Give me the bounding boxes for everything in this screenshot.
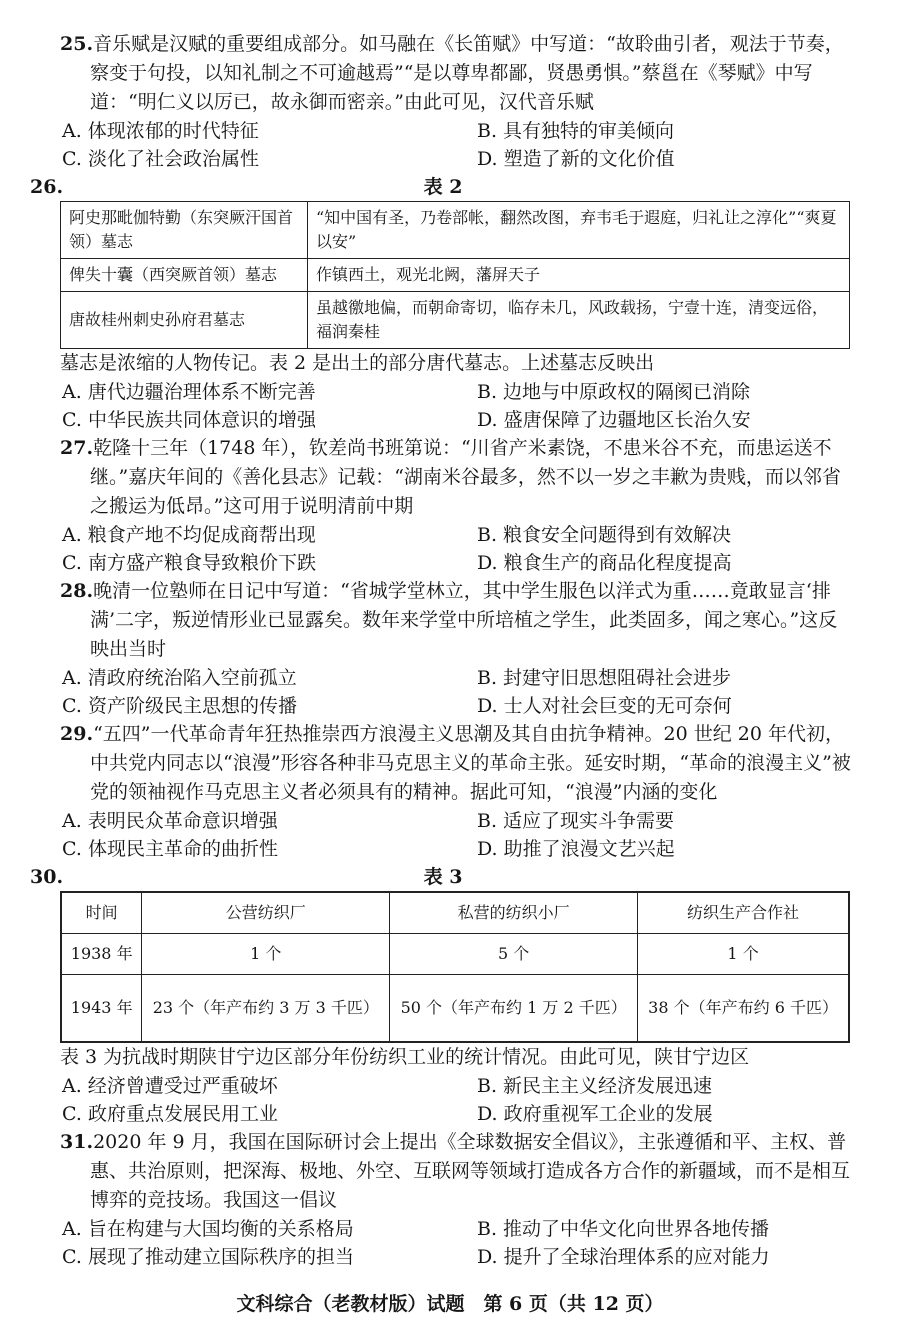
question-30 [30, 863, 856, 1128]
option-a: A. 体现浓郁的时代特征 [62, 120, 259, 142]
option-c: C. 淡化了社会政治属性 [62, 148, 259, 170]
table-cell: 1943 年 [61, 975, 142, 1043]
options [60, 664, 856, 720]
question-26 [30, 173, 856, 434]
table-cell: 1 个 [142, 934, 390, 975]
question-stem: 29.“五四”一代革命青年狂热推崇西方浪漫主义思潮及其自由抗争精神。20 世纪 20 年代初，中共党内同志以“浪漫”形容各种非马克思主义的革命主张。延安时期，“革命的浪漫主义”被党的领袖视作马克思主义者必须具有的精神。据此可知，“浪漫”内涵的变化 [60, 723, 851, 803]
options [60, 807, 856, 863]
option-a: A. 旨在构建与大国均衡的关系格局 [62, 1218, 354, 1240]
option-c: C. 中华民族共同体意识的增强 [62, 409, 316, 431]
question-stem: 31.2020 年 9 月，我国在国际研讨会上提出《全球数据安全倡议》，主张遵循和平、主权、普惠、共治原则，把深海、极地、外空、互联网等领域打造成各方合作的新疆域，而不是相互博弈的竞技场。我国这一倡议 [60, 1131, 851, 1211]
question-number: 30. [30, 866, 64, 888]
table-cell: 1 个 [638, 934, 849, 975]
table-cell: 唐故桂州刺史孙府君墓志 [61, 292, 308, 349]
table-row [61, 202, 850, 259]
table-cell: 23 个（年产布约 3 万 3 千匹） [142, 975, 390, 1043]
question-29 [60, 720, 856, 863]
options [60, 1072, 856, 1128]
option-c: C. 南方盛产粮食导致粮价下跌 [62, 552, 316, 574]
option-d: D. 盛唐保障了边疆地区长治久安 [477, 409, 751, 431]
column-header: 私营的纺织小厂 [390, 892, 638, 934]
table-row [61, 292, 850, 349]
column-header: 时间 [61, 892, 142, 934]
table-cell: 50 个（年产布约 1 万 2 千匹） [390, 975, 638, 1043]
question-28 [60, 577, 856, 720]
option-d: D. 政府重视军工企业的发展 [477, 1103, 713, 1125]
question-stem: 28.晚清一位塾师在日记中写道：“省城学堂林立，其中学生服色以洋式为重……竟敢显言‘排满’二字，叛逆情形业已显露矣。数年来学堂中所培植之学生，此类固多，闻之寒心。”这反映出当时 [60, 580, 838, 660]
option-c: C. 展现了推动建立国际秩序的担当 [62, 1246, 354, 1268]
option-a: A. 表明民众革命意识增强 [62, 810, 278, 832]
question-stem: 墓志是浓缩的人物传记。表 2 是出土的部分唐代墓志。上述墓志反映出 [60, 352, 655, 374]
option-c: C. 体现民主革命的曲折性 [62, 838, 278, 860]
option-a: A. 唐代边疆治理体系不断完善 [62, 381, 316, 403]
table-cell: 作镇西土，观光北阙，藩屏天子 [308, 259, 850, 292]
option-d: D. 粮食生产的商品化程度提高 [477, 552, 732, 574]
option-d: D. 塑造了新的文化价值 [477, 148, 675, 170]
question-number: 29. [60, 723, 94, 745]
option-d: D. 士人对社会巨变的无可奈何 [477, 695, 732, 717]
question-stem: 27.乾隆十三年（1748 年），钦差尚书班第说：“川省产米素饶，不患米谷不充，而患运送不继。”嘉庆年间的《善化县志》记载：“湖南米谷最多，然不以一岁之丰歉为贵贱，而以邻省之搬运为低昂。”这可用于说明清前中期 [60, 437, 841, 517]
table-cell: 1938 年 [61, 934, 142, 975]
table-cell: “知中国有圣，乃卷部帐，翻然改图，弃韦毛于遐庭，归礼让之淳化”“爽夏以安” [308, 202, 850, 259]
options [60, 1215, 856, 1271]
table-title: 表 3 [423, 866, 463, 888]
epitaph-table [60, 201, 850, 349]
table-header-row [61, 892, 849, 934]
option-c: C. 资产阶级民主思想的传播 [62, 695, 297, 717]
option-a: A. 清政府统治陷入空前孤立 [62, 667, 297, 689]
option-a: A. 经济曾遭受过严重破坏 [62, 1075, 278, 1097]
option-b: B. 粮食安全问题得到有效解决 [477, 524, 732, 546]
options [60, 378, 856, 434]
table-cell: 38 个（年产布约 6 千匹） [638, 975, 849, 1043]
table-title: 表 2 [423, 176, 463, 198]
textile-table [60, 891, 850, 1043]
question-number: 26. [30, 176, 64, 198]
options [60, 117, 856, 173]
column-header: 公营纺织厂 [142, 892, 390, 934]
question-number: 28. [60, 580, 94, 602]
option-b: B. 具有独特的审美倾向 [477, 120, 675, 142]
option-b: B. 推动了中华文化向世界各地传播 [477, 1218, 770, 1240]
column-header: 纺织生产合作社 [638, 892, 849, 934]
table-row [61, 975, 849, 1043]
option-b: B. 适应了现实斗争需要 [477, 810, 675, 832]
option-a: A. 粮食产地不均促成商帮出现 [62, 524, 316, 546]
option-d: D. 提升了全球治理体系的应对能力 [477, 1246, 770, 1268]
question-stem: 表 3 为抗战时期陕甘宁边区部分年份纺织工业的统计情况。由此可见，陕甘宁边区 [60, 1046, 750, 1068]
option-b: B. 新民主主义经济发展迅速 [477, 1075, 713, 1097]
page-footer: 文科综合（老教材版）试题 第 6 页（共 12 页） [236, 1293, 664, 1315]
table-header [30, 863, 856, 891]
table-cell: 阿史那毗伽特勤（东突厥汗国首领）墓志 [61, 202, 308, 259]
question-stem: 25.音乐赋是汉赋的重要组成部分。如马融在《长笛赋》中写道：“故聆曲引者，观法于节奏，察变于句投，以知礼制之不可逾越焉”“是以尊卑都鄙，贤愚勇惧。”蔡邕在《琴赋》中写道：“明仁义以厉已，故永御而密亲。”由此可见，汉代音乐赋 [60, 33, 844, 113]
table-cell: 俾失十囊（西突厥首领）墓志 [61, 259, 308, 292]
option-c: C. 政府重点发展民用工业 [62, 1103, 278, 1125]
table-row [61, 259, 850, 292]
question-number: 27. [60, 437, 94, 459]
question-27 [60, 434, 856, 577]
options [60, 521, 856, 577]
question-25 [60, 30, 856, 173]
table-cell: 虽越徼地偏，而朝命寄切，临存未几，风政载扬，宁壹十连，清变远俗，福润秦桂 [308, 292, 850, 349]
option-d: D. 助推了浪漫文艺兴起 [477, 838, 675, 860]
option-b: B. 边地与中原政权的隔阂已消除 [477, 381, 751, 403]
question-31 [60, 1128, 856, 1271]
question-number: 25. [60, 33, 94, 55]
table-header [30, 173, 856, 201]
option-b: B. 封建守旧思想阻碍社会进步 [477, 667, 732, 689]
table-cell: 5 个 [390, 934, 638, 975]
table-row [61, 934, 849, 975]
question-number: 31. [60, 1131, 94, 1153]
